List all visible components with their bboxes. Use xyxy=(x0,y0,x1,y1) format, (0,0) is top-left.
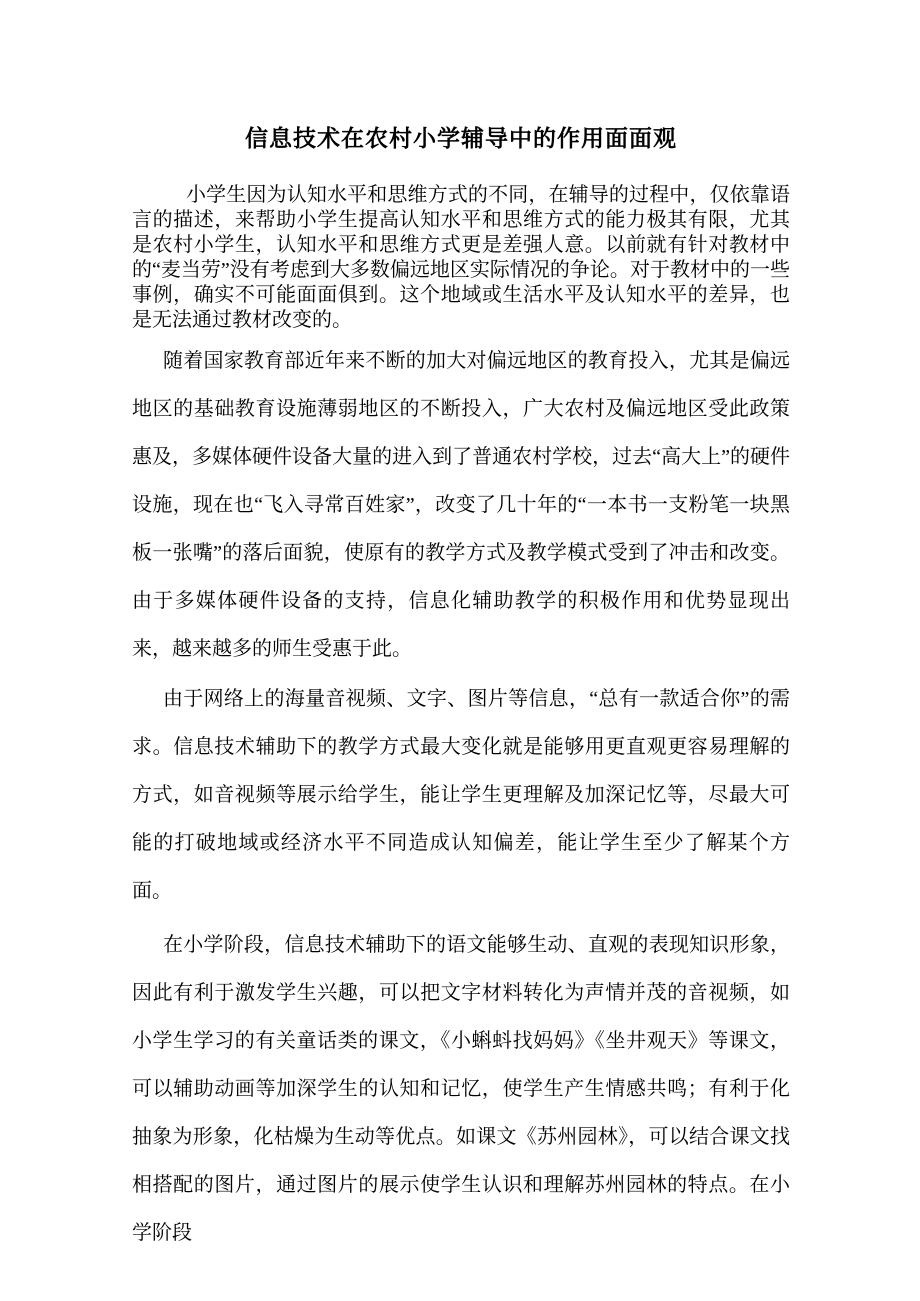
paragraph-online-resources: 由于网络上的海量音视频、文字、图片等信息，“总有一款适合你”的需求。信息技术辅助下的教学方式最大变化就是能够用更直观更容易理解的方式，如音视频等展示给学生，能让学生更理解及加深记忆等，尽最大可能的打破地域或经济水平不同造成认知偏差，能让学生至少了解某个方面。 xyxy=(132,688,790,902)
paragraph-intro: 小学生因为认知水平和思维方式的不同，在辅导的过程中，仅依靠语言的描述，来帮助小学生提高认知水平和思维方式的能力极其有限，尤其是农村小学生，认知水平和思维方式更是差强人意。以前就有针对教材中的“麦当劳”没有考虑到大多数偏远地区实际情况的争论。对于教材中的一些事例，确实不可能面面俱到。这个地域或生活水平及认知水平的差异，也是无法通过教材改变的。 xyxy=(132,184,790,331)
paragraph-primary-language-teaching: 在小学阶段，信息技术辅助下的语文能够生动、直观的表现知识形象，因此有利于激发学生兴趣，可以把文字材料转化为声情并茂的音视频，如小学生学习的有关童话类的课文，《小蝌蚪找妈妈》《坐井观天》等课文，可以辅助动画等加深学生的认知和记忆，使学生产生情感共鸣；有利于化抽象为形象，化枯燥为生动等优点。如课文《苏州园林》，可以结合课文找相搭配的图片，通过图片的展示使学生认识和理解苏州园林的特点。在小学阶段 xyxy=(132,934,790,1244)
paragraph-policy-investment: 随着国家教育部近年来不断的加大对偏远地区的教育投入，尤其是偏远地区的基础教育设施薄弱地区的不断投入，广大农村及偏远地区受此政策惠及，多媒体硬件设备大量的进入到了普通农村学校，过去“高大上”的硬件设施，现在也“飞入寻常百姓家”，改变了几十年的“一本书一支粉笔一块黑板一张嘴”的落后面貌，使原有的教学方式及教学模式受到了冲击和改变。由于多媒体硬件设备的支持，信息化辅助教学的积极作用和优势显现出来，越来越多的师生受惠于此。 xyxy=(132,350,790,660)
document-title: 信息技术在农村小学辅导中的作用面面观 xyxy=(245,126,677,151)
